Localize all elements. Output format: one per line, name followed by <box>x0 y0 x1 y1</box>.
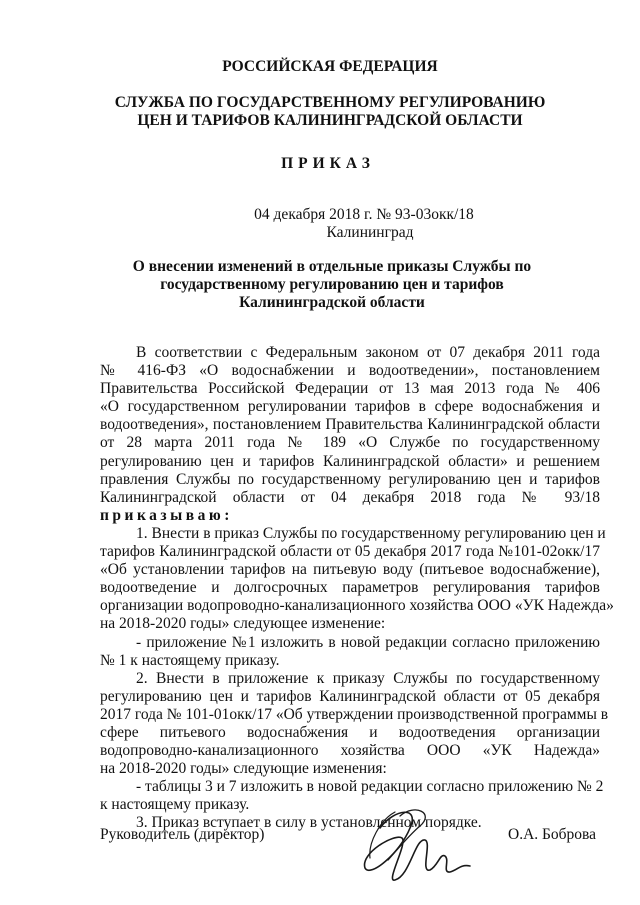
item-2-line: 2017 года № 101-01окк/17 «Об утверждении производственной программы в <box>100 705 609 723</box>
body-line: «О государственном регулировании тарифов в сфере водоснабжения и <box>100 398 600 416</box>
service-heading-line: СЛУЖБА ПО ГОСУДАРСТВЕННОМУ РЕГУЛИРОВАНИЮ <box>114 94 546 111</box>
body-line: от 28 марта 2011 года № 189 «О Службе по государственному <box>100 434 600 452</box>
subject-line: государственному регулированию цен и тарифов <box>160 276 504 293</box>
item-2-line: на 2018-2020 годы» следующие изменения: <box>100 760 387 778</box>
body-line: водоотведения», постановлением Правительства Калининградской области <box>100 416 600 434</box>
handwritten-signature <box>340 798 480 893</box>
item-2-line: водопроводно-канализационного хозяйства ООО «УК Надежда» <box>100 742 600 760</box>
document-type: ПРИКАЗ <box>281 155 375 172</box>
item-1-line: 1. Внести в приказ Службы по государственному регулированию цен и <box>136 524 606 542</box>
item-1-line: на 2018-2020 годы» следующее изменение: <box>100 615 386 633</box>
order-body <box>100 344 614 833</box>
item-1-sub-line: - приложение №1 изложить в новой редакции согласно приложению <box>136 633 600 651</box>
body-line: правления Службы по государственному регулированию цен и тарифов <box>100 470 600 488</box>
body-line: Калининградской области от 04 декабря 2018 года № 93/18 <box>100 488 600 506</box>
signatory-title: Руководитель (директор) <box>100 826 265 843</box>
body-line: № 416-ФЗ «О водоснабжении и водоотведении», постановлением <box>100 362 600 380</box>
item-2-sub-line: - таблицы 3 и 7 изложить в новой редакции согласно приложению № 2 <box>136 778 604 796</box>
federation-heading: РОССИЙСКАЯ ФЕДЕРАЦИЯ <box>222 58 438 75</box>
body-line: регулированию цен и тарифов Калининградской области» и решением <box>100 452 600 470</box>
item-1-line: организации водопроводно-канализационного хозяйства ООО «УК Надежда» <box>100 597 614 615</box>
subject-line: Калининградской области <box>239 294 425 311</box>
item-1-sub-line: № 1 к настоящему приказу. <box>100 651 280 669</box>
body-line: В соответствии с Федеральным законом от 07 декабря 2011 года <box>136 344 600 361</box>
item-2-line: регулированию цен и тарифов Калининградской области от 05 декабря <box>100 687 600 705</box>
item-2-line: 2. Внести в приложение к приказу Службы по государственному <box>136 669 600 687</box>
item-3-line: 3. Приказ вступает в силу в установленном порядке. <box>136 814 482 832</box>
order-subject <box>12 258 640 312</box>
service-heading-line: ЦЕН И ТАРИФОВ КАЛИНИНГРАДСКОЙ ОБЛАСТИ <box>137 112 523 129</box>
city: Калининград <box>326 224 414 241</box>
item-2-sub-line: к настоящему приказу. <box>100 796 250 814</box>
service-heading <box>10 94 640 130</box>
item-1-line: водоотведение и долгосрочных параметров регулирования тарифов <box>100 579 600 597</box>
item-1-line: тарифов Калининградской области от 05 декабря 2017 года №101-02окк/17 <box>100 543 600 561</box>
signatory-name: О.А. Боброва <box>508 826 597 843</box>
order-word: приказываю: <box>100 506 233 524</box>
item-1-line: «Об установлении тарифов на питьевую воду (питьевое водоснабжение), <box>100 561 600 579</box>
body-line: Правительства Российской Федерации от 13 мая 2013 года № 406 <box>100 380 600 398</box>
item-2-line: сфере питьевого водоснабжения и водоотведения организации <box>100 723 600 741</box>
date-and-number: 04 декабря 2018 г. № 93-03окк/18 <box>254 206 474 223</box>
subject-line: О внесении изменений в отдельные приказы Службы по <box>132 258 532 275</box>
